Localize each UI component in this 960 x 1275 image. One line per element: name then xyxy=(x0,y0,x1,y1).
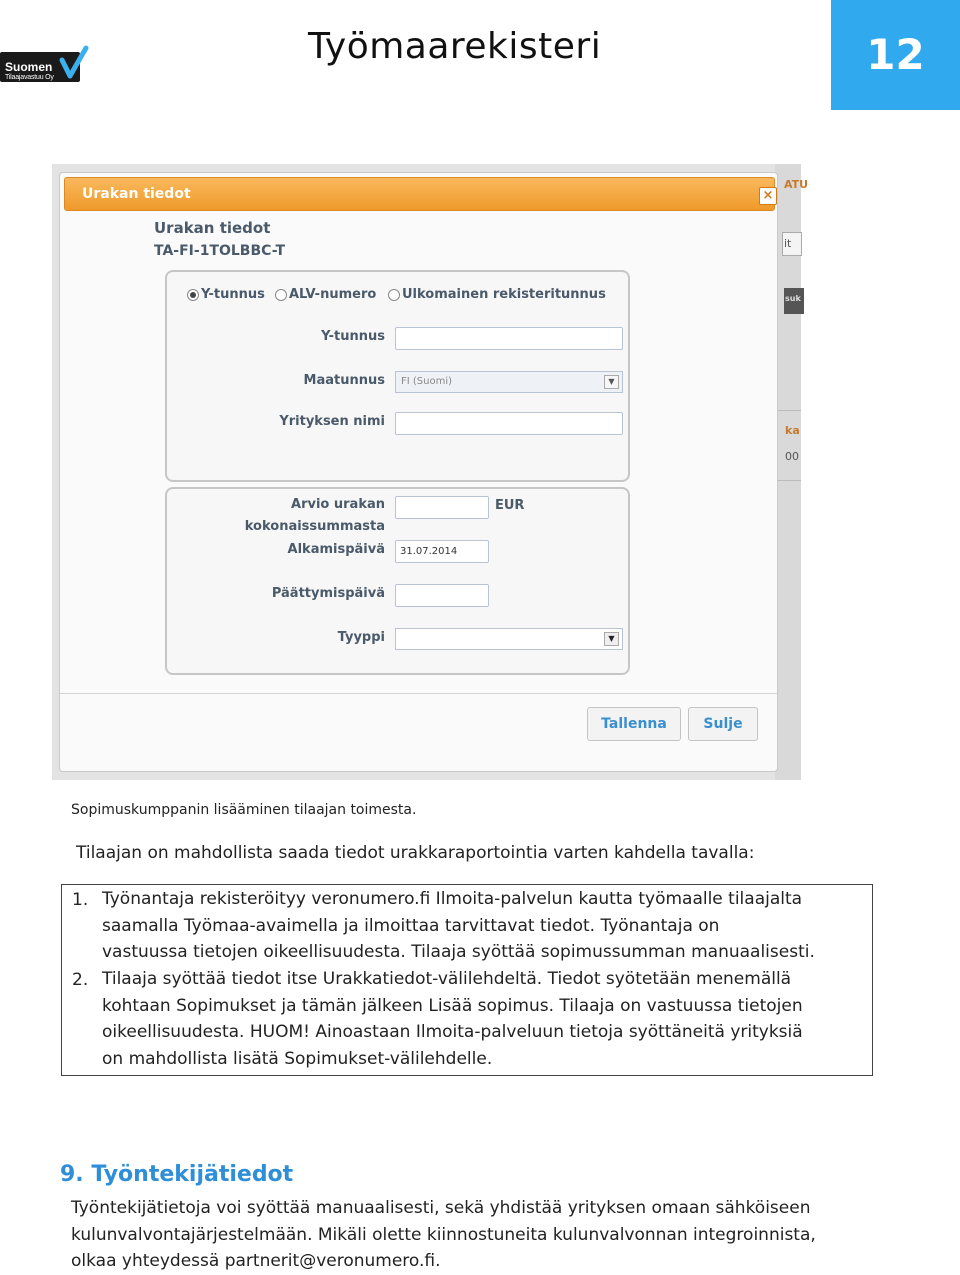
screenshot-caption: Sopimuskumppanin lisääminen tilaajan toimesta. xyxy=(71,802,417,818)
logo-check-icon xyxy=(58,46,88,80)
background-fragment: suk xyxy=(785,294,801,303)
yrityksen-nimi-label: Yrityksen nimi xyxy=(279,414,385,429)
radio-ytunnus[interactable] xyxy=(187,289,199,301)
paragraph-line: olkaa yhteydessä partnerit@veronumero.fi. xyxy=(71,1251,441,1271)
save-button[interactable]: Tallenna xyxy=(587,707,681,741)
dialog-title: Urakan tiedot xyxy=(82,186,191,202)
close-button[interactable]: Sulje xyxy=(688,707,758,741)
maatunnus-select[interactable] xyxy=(395,371,623,393)
dialog-screenshot xyxy=(52,164,809,780)
background-divider xyxy=(776,410,801,411)
arvio-label-line1: Arvio urakan xyxy=(291,497,385,512)
section-heading: 9. Työntekijätiedot xyxy=(60,1162,294,1187)
radio-alv-numero-label[interactable]: ALV-numero xyxy=(289,287,377,302)
list-number: 2. xyxy=(72,970,89,990)
list-line: vastuussa tietojen oikeellisuudesta. Tilaaja syöttää sopimussumman manuaalisesti. xyxy=(102,942,815,962)
company-logo xyxy=(0,46,88,84)
list-number: 1. xyxy=(72,890,89,910)
page-number-box xyxy=(831,0,960,110)
tyyppi-label: Tyyppi xyxy=(337,630,385,645)
list-line: saamalla Työmaa-avaimella ja ilmoittaa tarvittavat tiedot. Työnantaja on xyxy=(102,915,720,936)
contract-id: TA-FI-1TOLBBC-T xyxy=(154,243,286,259)
document-title: Työmaarekisteri xyxy=(308,26,602,67)
yrityksen-nimi-input[interactable] xyxy=(395,412,623,435)
radio-ulkomainen[interactable] xyxy=(388,289,400,301)
background-fragment: it xyxy=(784,237,792,250)
background-fragment: 00 xyxy=(785,450,799,463)
dialog-divider xyxy=(60,693,777,694)
chevron-down-icon[interactable]: ▼ xyxy=(604,375,619,389)
page-number: 12 xyxy=(866,30,925,79)
radio-alv-numero[interactable] xyxy=(275,289,287,301)
close-icon[interactable]: × xyxy=(759,187,777,205)
intro-text: Tilaajan on mahdollista saada tiedot urakkaraportointia varten kahdella tavalla: xyxy=(76,843,755,863)
options-box xyxy=(61,884,873,1076)
maatunnus-value: FI (Suomi) xyxy=(401,376,453,387)
paragraph-line: kulunvalvontajärjestelmään. Mikäli olette kiinnostuneita kulunvalvonnan integroinnista, xyxy=(71,1224,816,1245)
alkamispaiva-input[interactable]: 31.07.2014 xyxy=(395,540,489,563)
list-line: oikeellisuudesta. HUOM! Ainoastaan Ilmoita-palveluun tietoja syöttäneitä yrityksiä xyxy=(102,1022,803,1042)
background-divider xyxy=(776,480,801,481)
list-line: Työnantaja rekisteröityy veronumero.fi Ilmoita-palvelun kautta työmaalle tilaajalta xyxy=(102,889,803,909)
currency-label: EUR xyxy=(495,498,525,513)
background-fragment: ATU xyxy=(784,178,809,191)
radio-ytunnus-label[interactable]: Y-tunnus xyxy=(201,287,265,302)
logo-line1: Suomen xyxy=(5,60,53,74)
arvio-label-line2: kokonaissummasta xyxy=(244,519,385,534)
radio-ulkomainen-label[interactable]: Ulkomainen rekisteritunnus xyxy=(402,287,606,302)
paragraph-line: Työntekijätietoja voi syöttää manuaalisesti, sekä yhdistää yrityksen omaan sähköiseen xyxy=(71,1198,811,1218)
paattymispaiva-label: Päättymispäivä xyxy=(271,586,385,601)
ytunnus-label: Y-tunnus xyxy=(321,329,385,344)
maatunnus-label: Maatunnus xyxy=(303,373,385,388)
list-line: Tilaaja syöttää tiedot itse Urakkatiedot-välilehdeltä. Tiedot syötetään menemällä xyxy=(102,969,792,989)
list-item xyxy=(102,966,803,1072)
paattymispaiva-input[interactable] xyxy=(395,584,489,607)
contract-fieldset xyxy=(165,487,630,675)
alkamispaiva-label: Alkamispäivä xyxy=(287,542,385,557)
dialog-titlebar[interactable] xyxy=(64,177,775,211)
logo-line2: Tilaajavastuu Oy xyxy=(5,74,54,81)
background-fragment: ka xyxy=(785,424,800,437)
urakan-tiedot-dialog xyxy=(59,172,778,772)
list-line: on mahdollista lisätä Sopimukset-välilehdelle. xyxy=(102,1048,493,1069)
list-item xyxy=(102,886,815,966)
ytunnus-input[interactable] xyxy=(395,327,623,350)
section-title: Urakan tiedot xyxy=(154,219,271,237)
tyyppi-select[interactable] xyxy=(395,628,623,650)
company-fieldset xyxy=(165,270,630,482)
chevron-down-icon[interactable]: ▼ xyxy=(604,632,619,646)
section-paragraph xyxy=(71,1195,941,1275)
arvio-input[interactable] xyxy=(395,496,489,519)
background-page xyxy=(775,164,801,780)
list-line: kohtaan Sopimukset ja tämän jälkeen Lisää sopimus. Tilaaja on vastuussa tietojen xyxy=(102,995,803,1016)
